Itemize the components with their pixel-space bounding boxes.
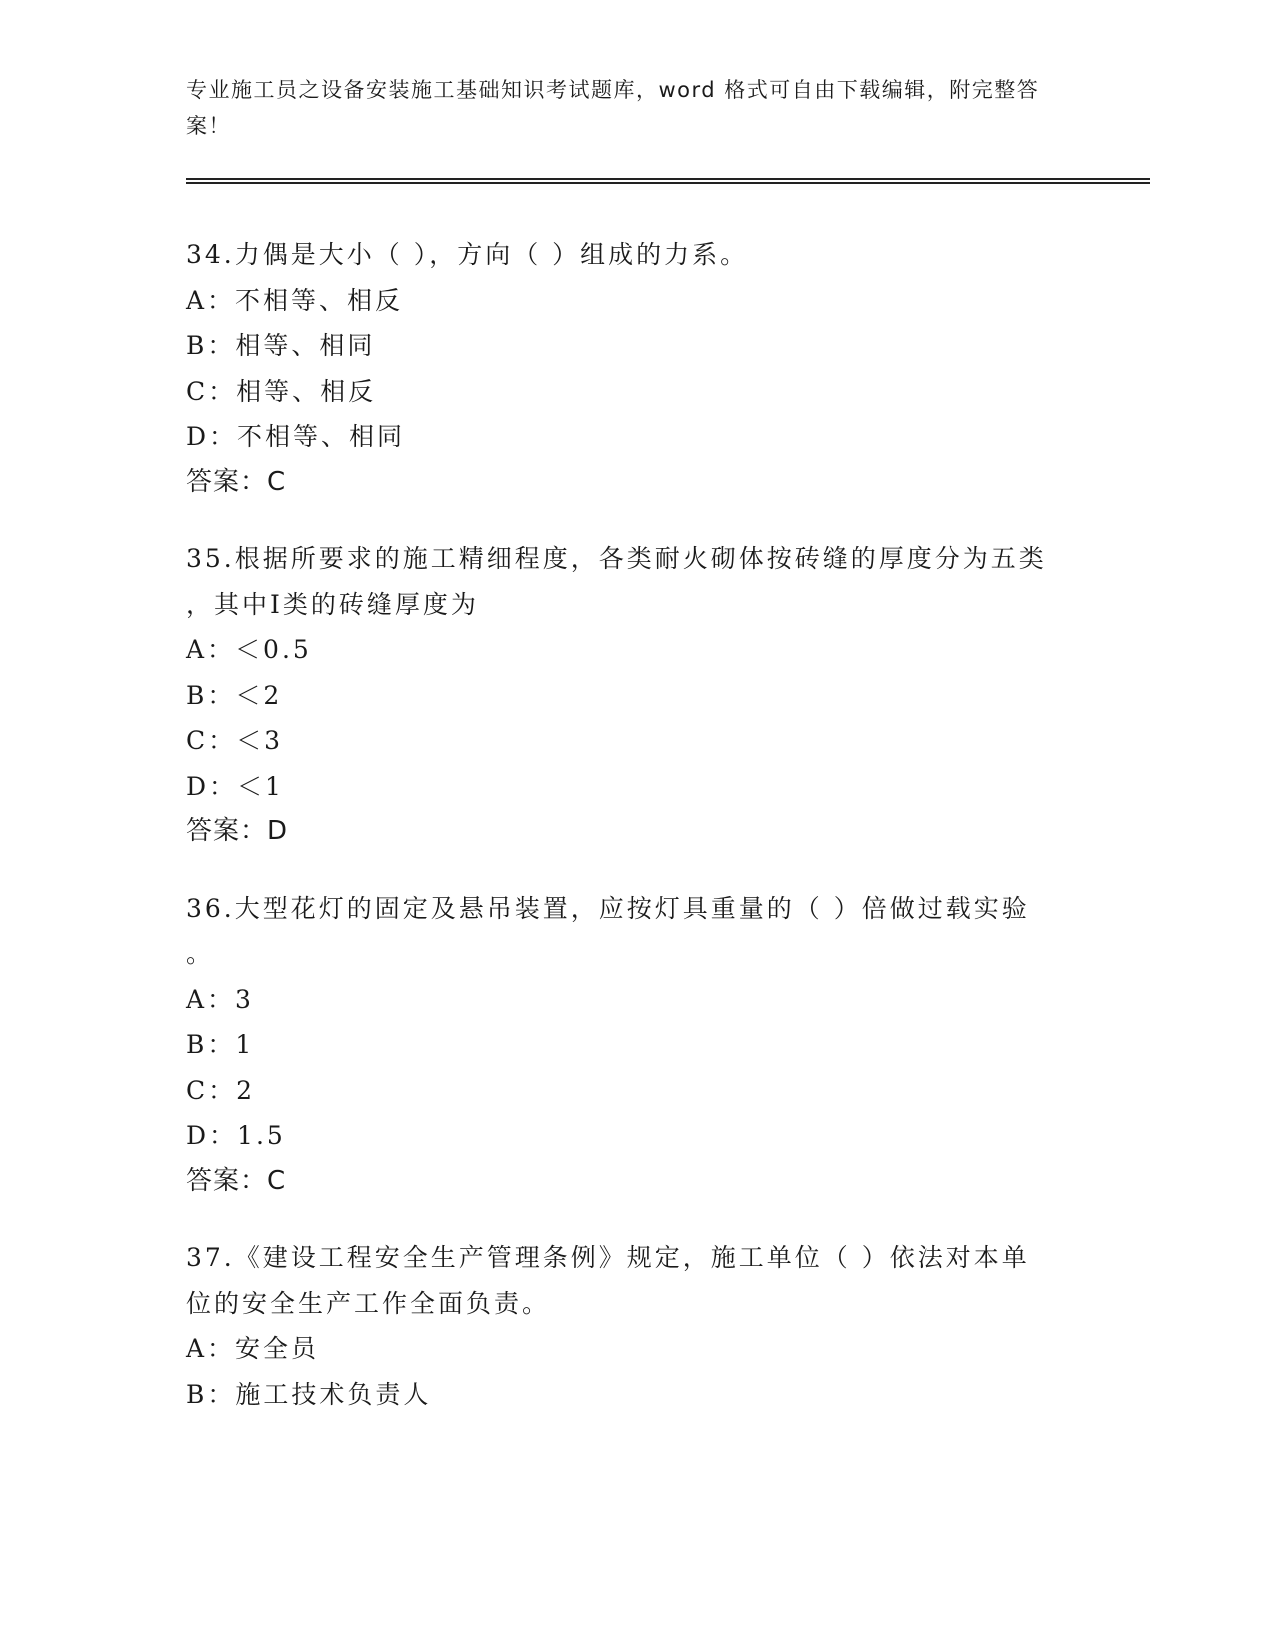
answer-line: 答案：D [186,816,289,846]
option-d: D：1.5 [186,1121,286,1150]
option-a: A：不相等、相反 [186,285,404,315]
question-37 [186,1235,1086,1417]
option-d: D：不相等、相同 [186,422,406,451]
option-a: A：＜0.5 [186,635,312,664]
option-d: D：＜1 [186,771,284,801]
question-stem: 37.《建设工程安全生产管理条例》规定，施工单位（ ）依法对本单 [186,1243,1030,1272]
question-stem-continued: ，其中Ⅰ类的砖缝厚度为 [186,589,479,619]
document-header [186,72,1066,144]
question-list [186,232,1086,1448]
option-c: C：2 [186,1075,256,1105]
option-a: A：安全员 [186,1334,320,1363]
question-stem-continued: 。 [186,939,215,968]
question-35 [186,536,1086,855]
question-stem: 34.力偶是大小（ ），方向（ ）组成的力系。 [186,240,749,269]
option-b: B：施工技术负责人 [186,1379,432,1409]
header-divider-top [186,178,1150,180]
answer-line: 答案：C [186,1165,287,1196]
question-stem: 35.根据所要求的施工精细程度，各类耐火砌体按砖缝的厚度分为五类 [186,544,1047,573]
header-title: 专业施工员之设备安装施工基础知识考试题库，word 格式可自由下载编辑，附完整答案！ [186,78,1040,138]
option-c: C：相等、相反 [186,376,377,406]
question-36 [186,886,1086,1205]
question-stem: 36.大型花灯的固定及悬吊装置，应按灯具重量的（ ）倍做过载实验 [186,893,1030,923]
header-divider-bottom [186,182,1150,184]
question-stem-continued: 位的安全生产工作全面负责。 [186,1288,551,1318]
option-a: A：3 [186,984,254,1014]
option-b: B：相等、相同 [186,331,376,360]
answer-line: 答案：C [186,466,287,497]
option-b: B：＜2 [186,680,283,710]
option-c: C：＜3 [186,726,284,755]
question-34 [186,232,1086,505]
option-b: B：1 [186,1030,255,1059]
